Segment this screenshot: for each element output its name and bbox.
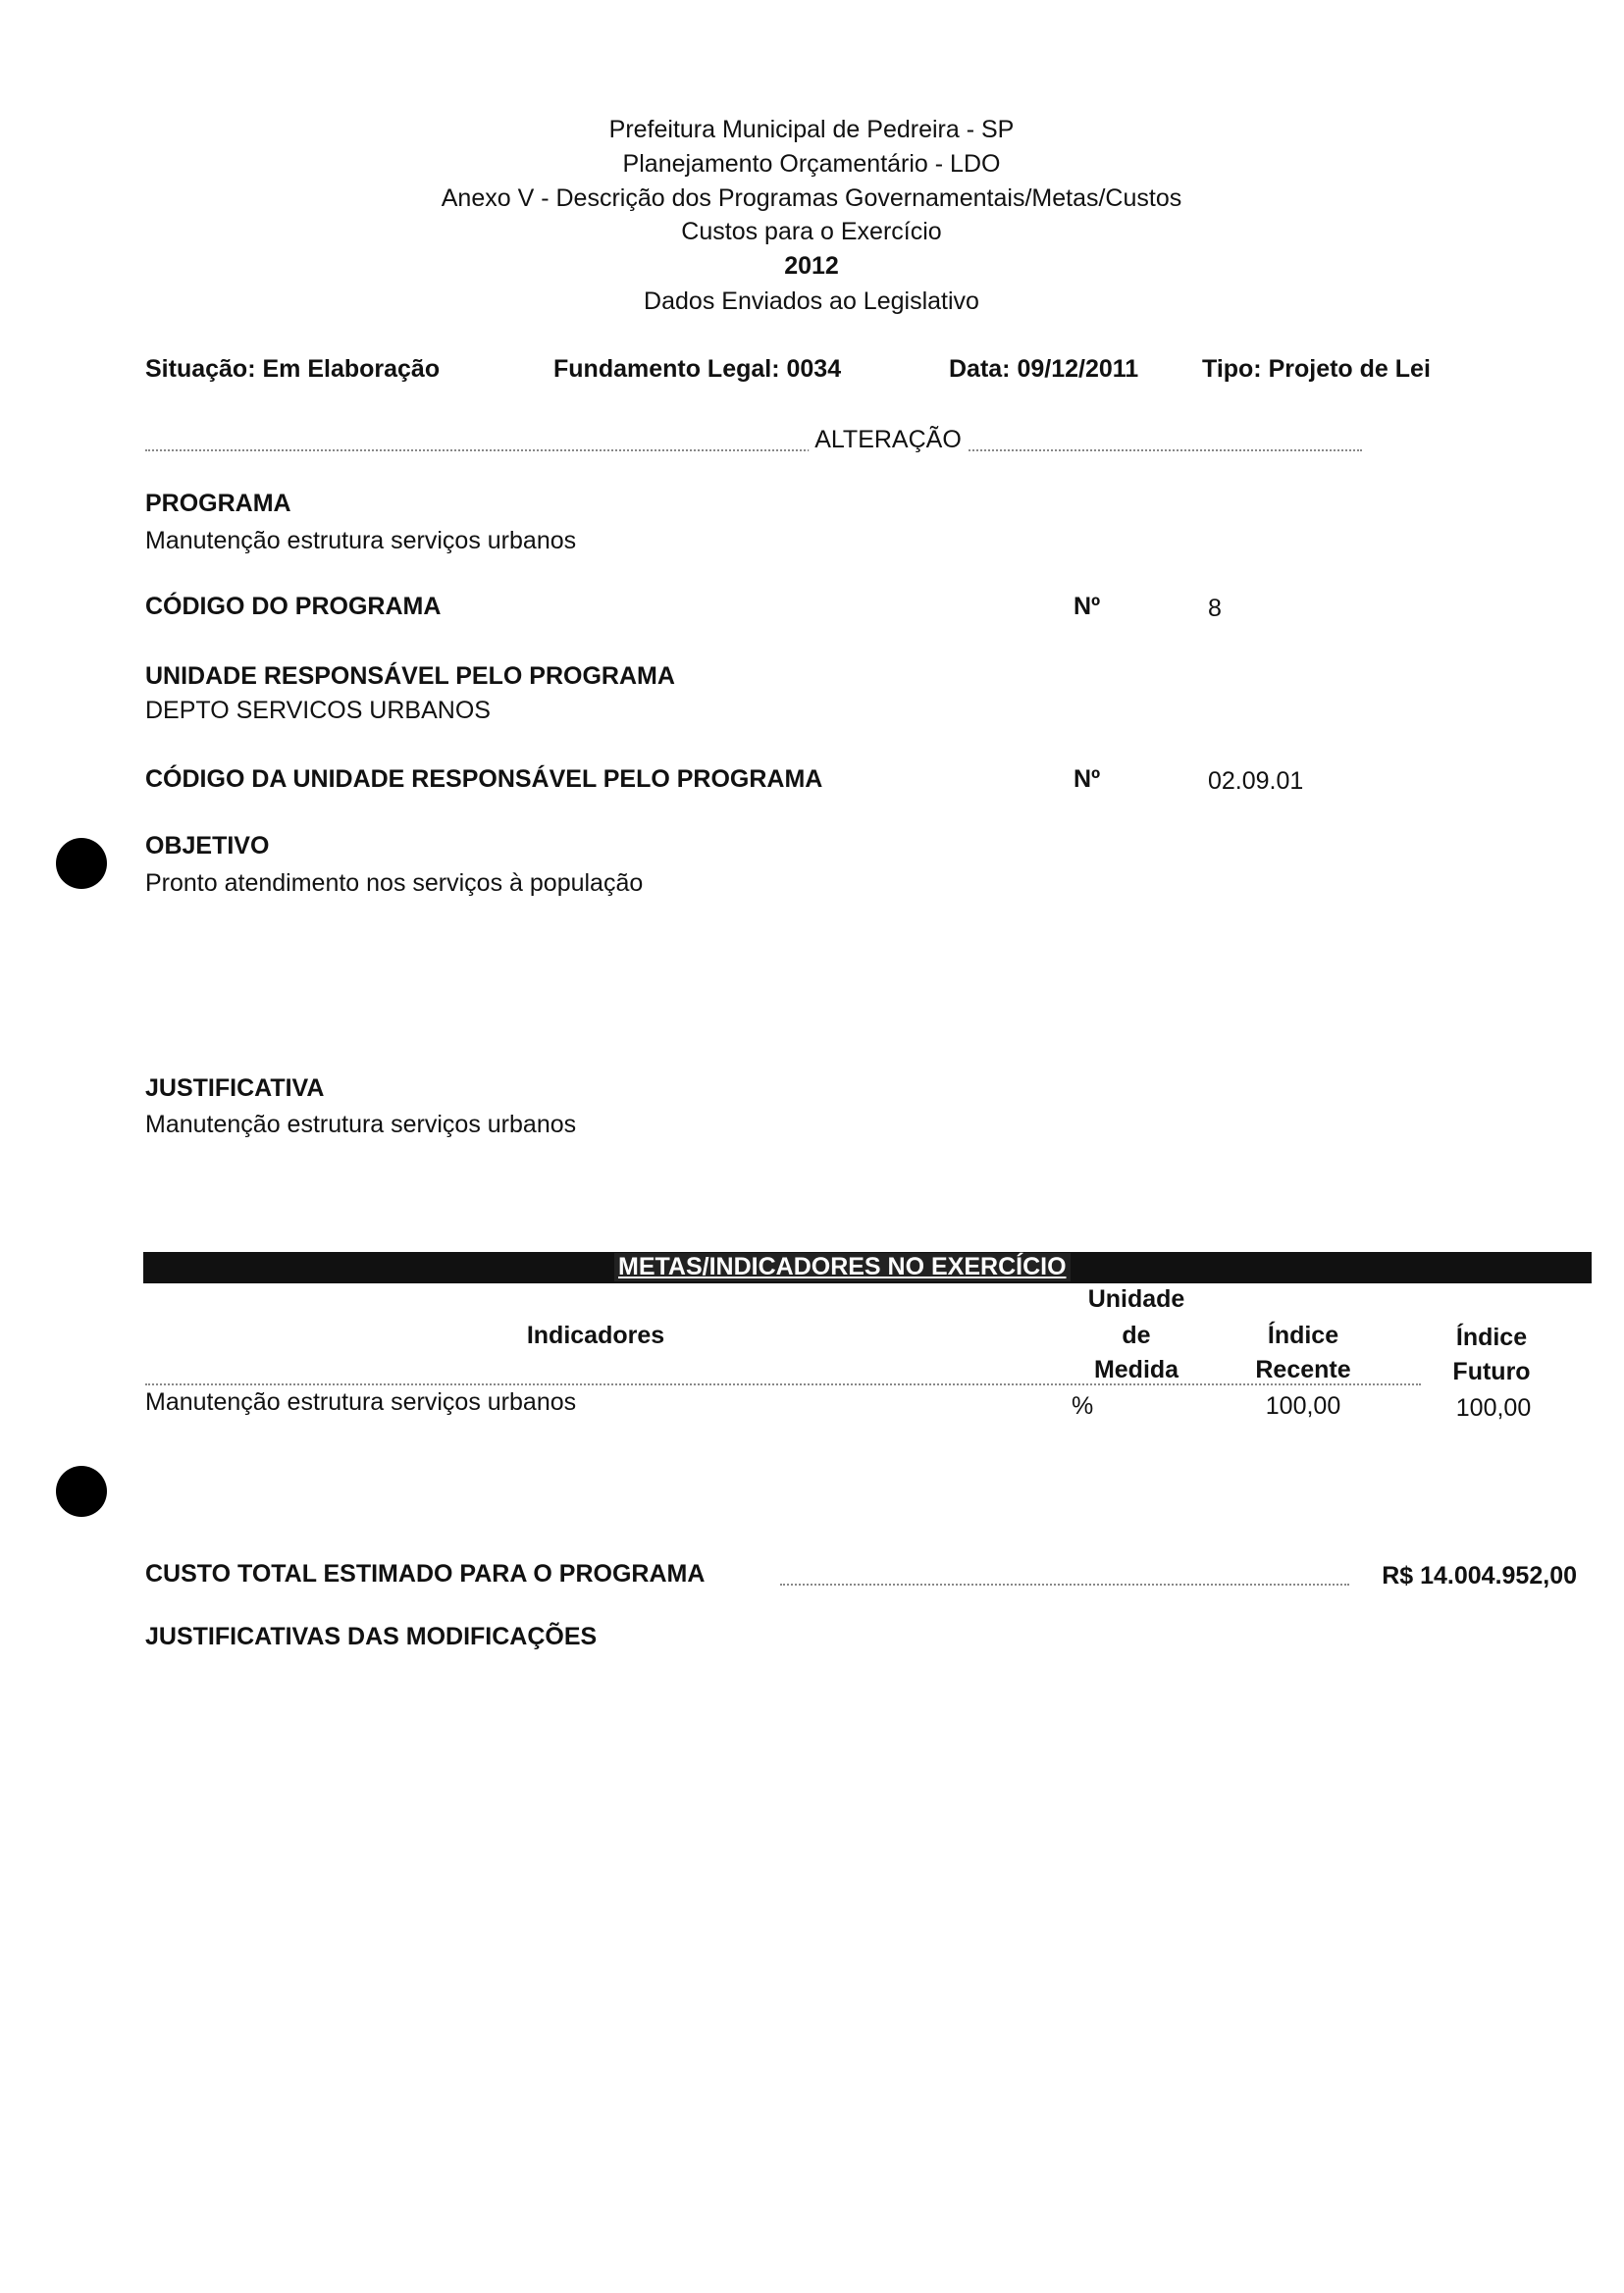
codigo-programa-value: 8 bbox=[1208, 595, 1222, 622]
col-futuro-1: Índice bbox=[1455, 1324, 1528, 1351]
col-recente-1: Índice bbox=[1267, 1322, 1339, 1349]
fundamento-legal: Fundamento Legal: 0034 bbox=[553, 355, 842, 383]
codigo-programa-no: Nº bbox=[1074, 593, 1101, 620]
alteracao-label: ALTERAÇÃO bbox=[809, 425, 968, 454]
justificativas-modificacoes-label: JUSTIFICATIVAS DAS MODIFICAÇÕES bbox=[145, 1623, 598, 1650]
unidade-label: UNIDADE RESPONSÁVEL PELO PROGRAMA bbox=[145, 662, 675, 690]
justificativa-label: JUSTIFICATIVA bbox=[145, 1074, 325, 1102]
col-futuro-2: Futuro bbox=[1452, 1358, 1531, 1385]
col-unidade-2: de bbox=[1122, 1322, 1151, 1349]
codigo-unidade-label: CÓDIGO DA UNIDADE RESPONSÁVEL PELO PROGRAMA bbox=[145, 765, 823, 793]
programa-value: Manutenção estrutura serviços urbanos bbox=[145, 527, 577, 554]
divider bbox=[145, 449, 1362, 451]
custo-value: R$ 14.004.952,00 bbox=[1382, 1562, 1577, 1589]
row-unidade: % bbox=[1072, 1392, 1094, 1420]
objetivo-label: OBJETIVO bbox=[145, 832, 270, 860]
row-recente: 100,00 bbox=[1265, 1392, 1341, 1420]
col-unidade-1: Unidade bbox=[1087, 1285, 1185, 1313]
row-futuro: 100,00 bbox=[1455, 1394, 1532, 1422]
header-line: Custos para o Exercício bbox=[681, 218, 942, 245]
codigo-unidade-no: Nº bbox=[1074, 765, 1101, 793]
header-line: Planejamento Orçamentário - LDO bbox=[622, 150, 1001, 178]
punch-hole bbox=[56, 1466, 107, 1517]
data: Data: 09/12/2011 bbox=[949, 355, 1139, 383]
codigo-programa-label: CÓDIGO DO PROGRAMA bbox=[145, 593, 442, 620]
leader-dots bbox=[780, 1584, 1349, 1586]
objetivo-value: Pronto atendimento nos serviços à população bbox=[145, 869, 644, 897]
row-indicador: Manutenção estrutura serviços urbanos bbox=[145, 1388, 577, 1416]
custo-label: CUSTO TOTAL ESTIMADO PARA O PROGRAMA bbox=[145, 1560, 706, 1588]
col-indicadores: Indicadores bbox=[526, 1322, 665, 1349]
col-unidade-3: Medida bbox=[1093, 1356, 1179, 1383]
header-subtitle: Dados Enviados ao Legislativo bbox=[644, 287, 979, 315]
tipo: Tipo: Projeto de Lei bbox=[1202, 355, 1431, 383]
codigo-unidade-value: 02.09.01 bbox=[1208, 767, 1304, 795]
metas-header-bar bbox=[143, 1252, 1592, 1283]
header-line: Anexo V - Descrição dos Programas Governamentais/Metas/Custos bbox=[441, 184, 1182, 212]
col-recente-2: Recente bbox=[1255, 1356, 1351, 1383]
situacao: Situação: Em Elaboração bbox=[145, 355, 441, 383]
header-year: 2012 bbox=[784, 252, 839, 280]
punch-hole bbox=[56, 838, 107, 889]
programa-label: PROGRAMA bbox=[145, 490, 291, 517]
unidade-value: DEPTO SERVICOS URBANOS bbox=[145, 697, 491, 724]
metas-title: METAS/INDICADORES NO EXERCÍCIO bbox=[614, 1253, 1071, 1281]
header-divider bbox=[145, 1383, 1421, 1385]
header-line: Prefeitura Municipal de Pedreira - SP bbox=[608, 116, 1015, 143]
justificativa-value: Manutenção estrutura serviços urbanos bbox=[145, 1111, 577, 1138]
